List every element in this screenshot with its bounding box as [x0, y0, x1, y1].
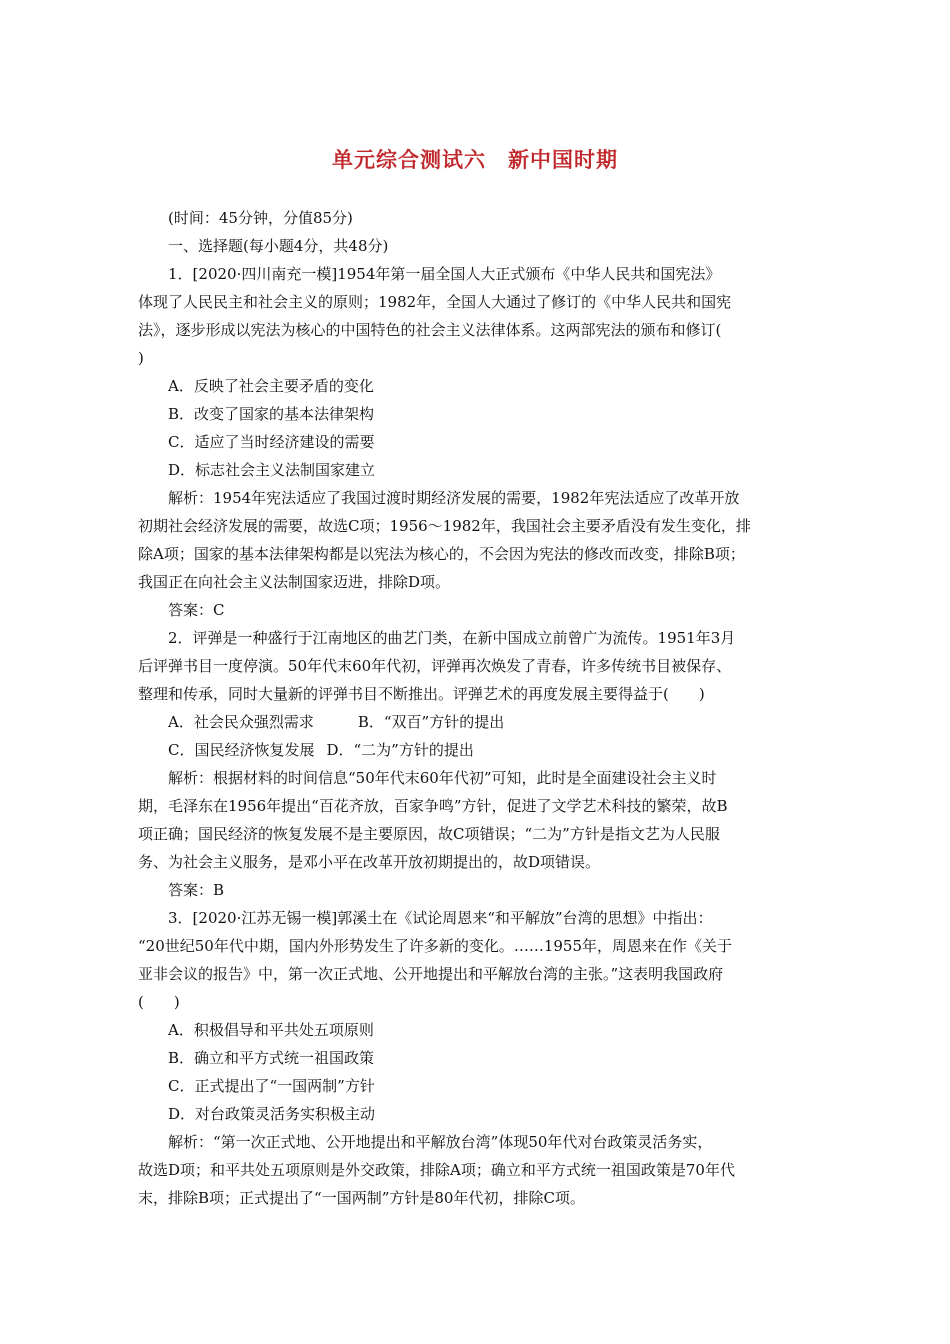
document-body — [138, 204, 814, 1212]
q1-explanation-line: 除A项；国家的基本法律架构都是以宪法为核心的，不会因为宪法的修改而改变，排除B项； — [138, 545, 745, 563]
q2-stem-line: 整理和传承，同时大量新的评弹书目不断推出。评弹艺术的再度发展主要得益于( ) — [138, 685, 705, 703]
q1-option-b: B．改变了国家的基本法律架构 — [168, 405, 375, 423]
q3-stem-line: “20世纪50年代中期，国内外形势发生了许多新的变化。……1955年，周恩来在作《关于 — [138, 937, 733, 955]
q1-stem-line: 法》，逐步形成以宪法为核心的中国特色的社会主义法律体系。这两部宪法的颁布和修订( — [138, 321, 722, 339]
q3-explanation-line: 解析：“第一次正式地、公开地提出和平解放台湾”体现50年代对台政策灵活务实， — [168, 1133, 713, 1151]
q1-explanation-line: 我国正在向社会主义法制国家迈进，排除D项。 — [138, 573, 451, 591]
q3-explanation-line: 故选D项；和平共处五项原则是外交政策，排除A项；确立和平方式统一祖国政策是70年代 — [138, 1161, 735, 1179]
q2-options-row-1 — [138, 708, 814, 736]
q2-answer: 答案：B — [168, 881, 225, 899]
q1-stem-line: 体现了人民民主和社会主义的原则；1982年，全国人大通过了修订的《中华人民共和国宪 — [138, 293, 732, 311]
q3-stem-line: 3．[2020·江苏无锡一模]郭溪土在《试论周恩来“和平解放”台湾的思想》中指出： — [168, 909, 713, 927]
q1-answer: 答案：C — [168, 601, 225, 619]
q1-option-c: C．适应了当时经济建设的需要 — [168, 433, 375, 451]
q2-explanation-line: 期，毛泽东在1956年提出“百花齐放，百家争鸣”方针，促进了文学艺术科技的繁荣，故B — [138, 797, 728, 815]
q1-explanation-line: 解析：1954年宪法适应了我国过渡时期经济发展的需要，1982年宪法适应了改革开放 — [168, 489, 740, 507]
q2-options-row-2 — [138, 736, 814, 764]
q3-option-d: D．对台政策灵活务实积极主动 — [168, 1105, 376, 1123]
q2-explanation-line: 务、为社会主义服务，是邓小平在改革开放初期提出的，故D项错误。 — [138, 853, 601, 871]
q2-stem-line: 2．评弹是一种盛行于江南地区的曲艺门类，在新中国成立前曾广为流传。1951年3月 — [168, 629, 736, 647]
q3-stem-line: ( ) — [138, 993, 180, 1011]
q3-option-a: A．积极倡导和平共处五项原则 — [168, 1021, 374, 1039]
q2-explanation-line: 项正确；国民经济的恢复发展不是主要原因，故C项错误；“二为”方针是指文艺为人民服 — [138, 825, 720, 843]
q1-option-a: A．反映了社会主要矛盾的变化 — [168, 377, 374, 395]
q2-option-b: B．“双百”方针的提出 — [357, 713, 505, 731]
q1-explanation-line: 初期社会经济发展的需要，故选C项；1956～1982年，我国社会主要矛盾没有发生变化，排 — [138, 517, 751, 535]
q1-stem-line: ) — [138, 349, 144, 367]
q2-option-a: A．社会民众强烈需求 — [168, 713, 314, 731]
section-heading: 一、选择题(每小题4分，共48分) — [168, 237, 389, 255]
q1-option-d: D．标志社会主义法制国家建立 — [168, 461, 376, 479]
q3-option-b: B．确立和平方式统一祖国政策 — [168, 1049, 375, 1067]
q3-stem-line: 亚非会议的报告》中，第一次正式地、公开地提出和平解放台湾的主张。”这表明我国政府 — [138, 965, 724, 983]
page-title — [0, 144, 950, 174]
title-main: 单元综合测试六 — [332, 148, 486, 172]
q2-option-d: D．“二为”方针的提出 — [326, 741, 474, 759]
q3-option-c: C．正式提出了“一国两制”方针 — [168, 1077, 375, 1095]
q2-stem-line: 后评弹书目一度停演。50年代末60年代初，评弹再次焕发了青春，许多传统书目被保存、 — [138, 657, 732, 675]
q3-explanation-line: 末，排除B项；正式提出了“一国两制”方针是80年代初，排除C项。 — [138, 1189, 585, 1207]
exam-meta: (时间：45分钟，分值85分) — [168, 209, 353, 227]
q2-option-c: C．国民经济恢复发展 — [168, 741, 315, 759]
q2-explanation-line: 解析：根据材料的时间信息“50年代末60年代初”可知，此时是全面建设社会主义时 — [168, 769, 717, 787]
title-sub: 新中国时期 — [508, 148, 618, 172]
q1-stem-line: 1．[2020·四川南充一模]1954年第一届全国人大正式颁布《中华人民共和国宪法》 — [168, 265, 721, 283]
